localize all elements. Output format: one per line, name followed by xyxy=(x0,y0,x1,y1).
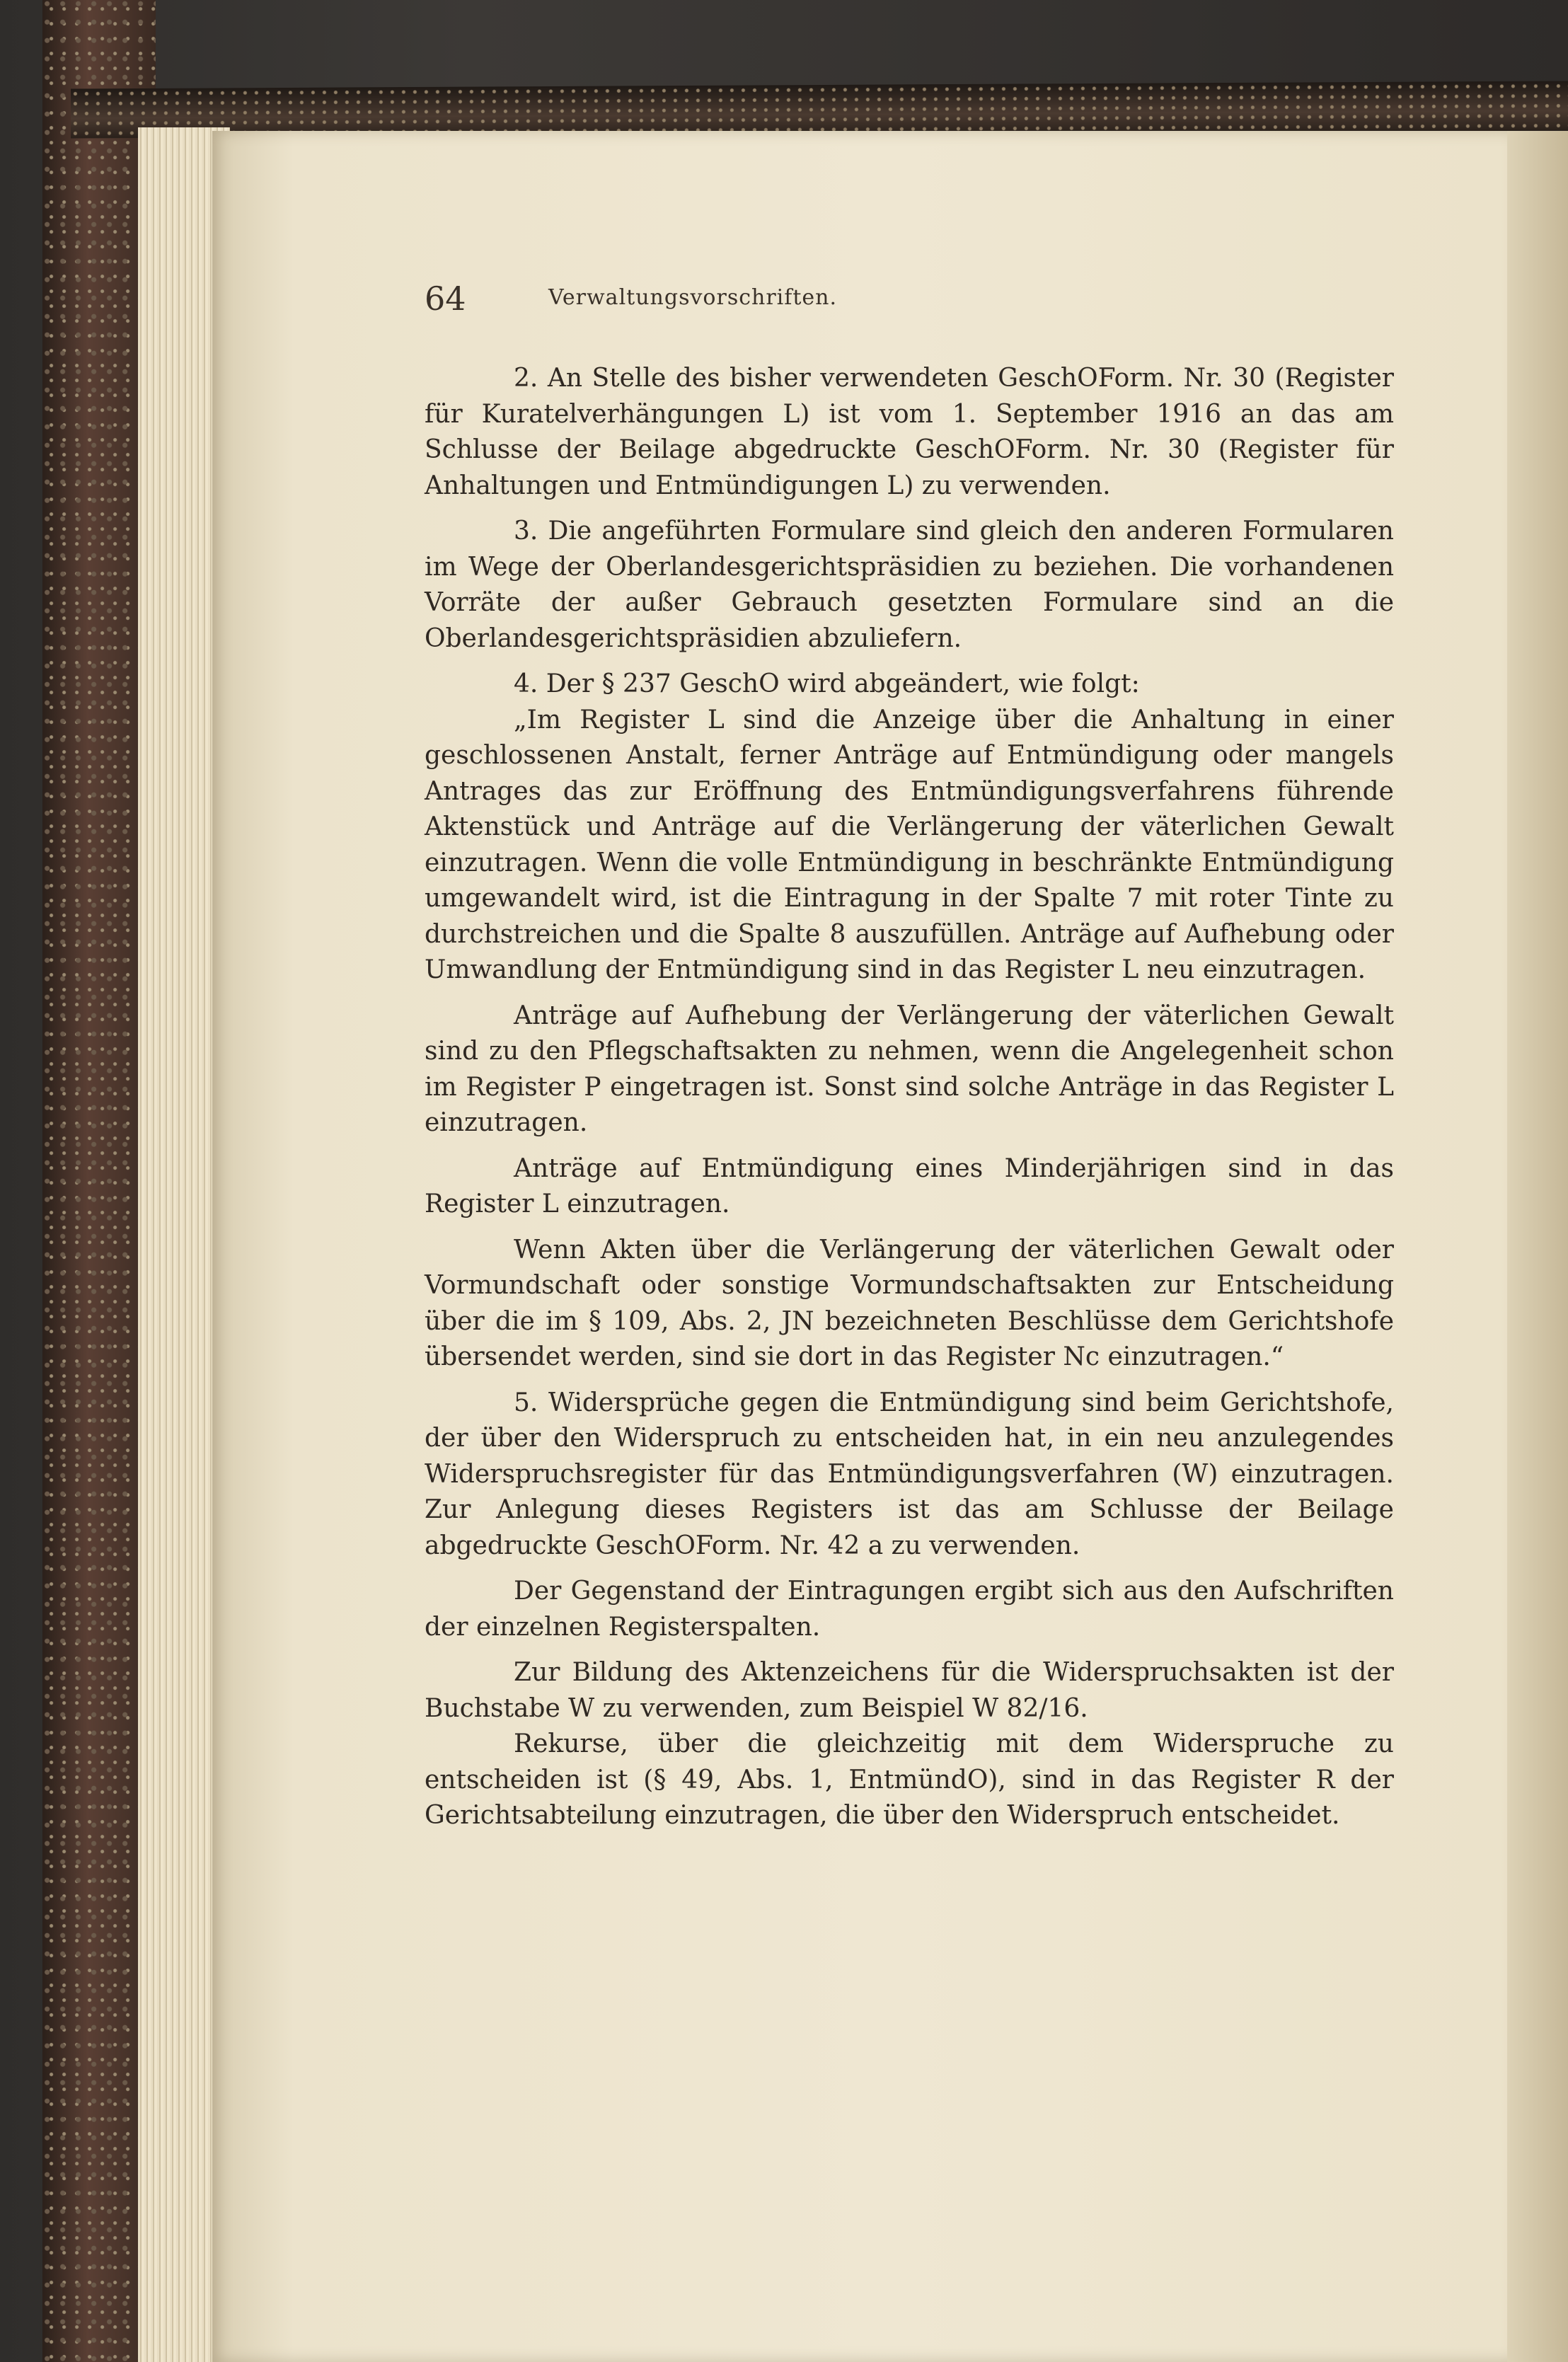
paragraph-5: 5. Widersprüche gegen die Entmündigung sind beim Gerichtshofe, der über den Widerspruch zu entscheiden hat, in ein neu anzulegendes Widerspruchsregister für das Entmündigungsverfahren (W) einzutragen. Zur Anlegung dieses Registers ist das am Schlusse der Beilage abgedruckte GeschOForm. Nr. 42 a zu verwenden. xyxy=(425,1388,1394,1560)
book-cover-top xyxy=(71,81,1568,138)
paragraph-4-quote-1: „Im Register L sind die Anzeige über die Anhaltung in einer geschlossenen Anstalt, ferner Anträge auf Entmündigung oder mangels Antrages das zur Eröffnung des Entmündigungsverfahrens führende Aktenstück und Anträge auf die Verlängerung der väterlichen Gewalt einzutragen. Wenn die volle Entmündigung in beschränkte Entmündigung umgewandelt wird, ist die Eintragung in der Spalte 7 mit roter Tinte zu durchstreichen und die Spalte 8 auszufüllen. Anträge auf Aufhebung oder Umwandlung der Entmündigung sind in das Register L neu einzutragen. xyxy=(425,705,1394,984)
paragraph-4: 4. Der § 237 GeschO wird abgeändert, wie folgt: xyxy=(514,669,1140,698)
paragraph-3: 3. Die angeführten Formulare sind gleich den anderen Formularen im Wege der Oberlandesgerichtspräsidien zu beziehen. Die vorhandenen Vorräte der außer Gebrauch gesetzten Formulare sind an die Oberlandesgerichtspräsidien abzuliefern. xyxy=(425,517,1394,653)
paragraph-4-quote-3: Anträge auf Entmündigung eines Minderjährigen sind in das Register L einzutragen. xyxy=(425,1153,1394,1219)
paragraph-5-detail-1: Der Gegenstand der Eintragungen ergibt sich aus den Aufschriften der einzelnen Registerspalten. xyxy=(425,1577,1394,1642)
page-edge-right xyxy=(1507,131,1568,2362)
paragraph-4-quote-4: Wenn Akten über die Verlängerung der väterlichen Gewalt oder Vormundschaft oder sonstige Vormundschaftsakten zur Entscheidung über die im § 109, Abs. 2, JN bezeichneten Beschlüsse dem Gerichtshofe übersendet werden, sind sie dort in das Register Nc einzutragen.“ xyxy=(425,1235,1394,1371)
paragraph-2: 2. An Stelle des bisher verwendeten GeschOForm. Nr. 30 (Register für Kuratelverhängungen L) ist vom 1. September 1916 an das am Schlusse der Beilage abgedruckte GeschOForm. Nr. 30 (Register für Anhaltungen und Entmündigungen L) zu verwenden. xyxy=(425,364,1394,500)
page-header xyxy=(425,280,1061,322)
page-number: 64 xyxy=(425,280,466,318)
paragraph-5-detail-2: Zur Bildung des Aktenzeichens für die Widerspruchsakten ist der Buchstabe W zu verwenden, zum Beispiel W 82/16. xyxy=(425,1658,1394,1723)
body-text xyxy=(425,361,1394,1844)
running-title: Verwaltungsvorschriften. xyxy=(548,285,838,310)
paragraph-5-detail-3: Rekurse, über die gleichzeitig mit dem Widerspruche zu entscheiden ist (§ 49, Abs. 1, EntmündO), sind in das Register R der Gerichtsabteilung einzutragen, die über den Widerspruch entscheidet. xyxy=(425,1729,1394,1830)
paragraph-4-quote-2: Anträge auf Aufhebung der Verlängerung der väterlichen Gewalt sind zu den Pflegschaftsakten zu nehmen, wenn die Angelegenheit schon im Register P eingetragen ist. Sonst sind solche Anträge in das Register L einzutragen. xyxy=(425,1001,1394,1137)
